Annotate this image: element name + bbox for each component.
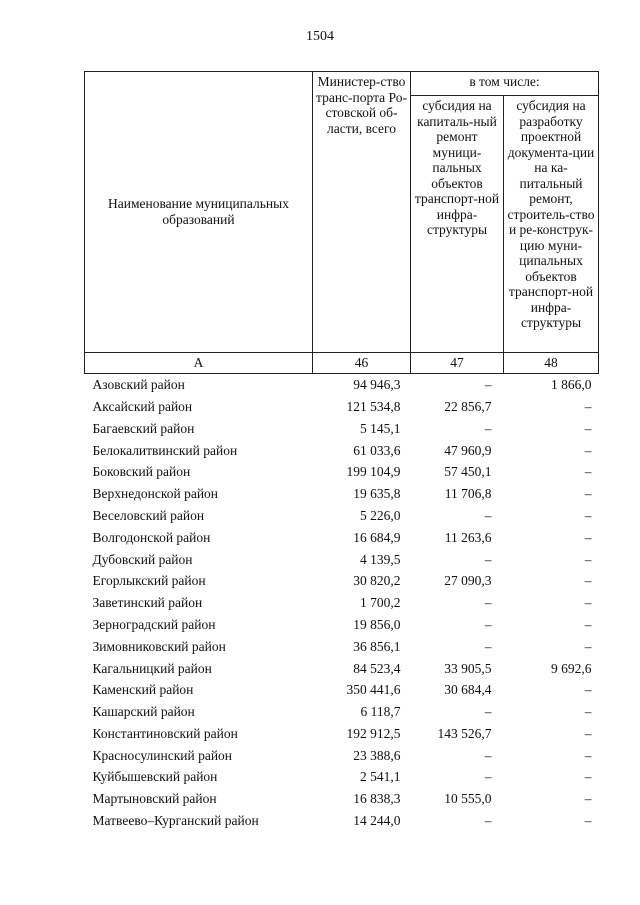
municipality-name-cell: Багаевский район [92, 420, 195, 436]
municipality-name-cell: Белокалитвинский район [92, 442, 238, 458]
subsidy-design-cell: 9 692,6 [551, 660, 592, 676]
subsidy-repair-cell: – [484, 551, 492, 567]
subsidy-design-cell: – [584, 486, 592, 502]
subsidy-design-cell: – [584, 551, 592, 567]
municipality-name-cell: Мартыновский район [92, 791, 217, 807]
table-row [85, 614, 599, 636]
table-row [85, 592, 599, 614]
ministry-total-cell: 30 820,2 [353, 573, 401, 589]
subsidy-repair-cell: 57 450,1 [444, 464, 492, 480]
header-subsidy-repair: субсидия на капиталь-ный ремонт муници-пальных объектов транспорт-ной инфра-структуры [411, 96, 504, 353]
subsidy-design-cell: – [584, 398, 592, 414]
ministry-total-cell: 1 700,2 [360, 595, 401, 611]
subsidy-design-cell: – [584, 529, 592, 545]
table-row [85, 483, 599, 505]
ministry-total-cell: 192 912,5 [346, 725, 401, 741]
ministry-total-cell: 36 856,1 [353, 638, 401, 654]
subsidy-repair-cell: – [484, 420, 492, 436]
subsidy-design-cell: – [584, 638, 592, 654]
subsidy-repair-cell: 143 526,7 [437, 725, 492, 741]
subsidy-repair-cell: 11 706,8 [444, 486, 492, 502]
table-row [85, 723, 599, 745]
subsidy-design-cell: – [584, 813, 592, 829]
subsidy-design-cell: – [584, 769, 592, 785]
table-row [85, 701, 599, 723]
subsidy-design-cell: – [584, 595, 592, 611]
budget-table [84, 71, 599, 832]
table-row [85, 745, 599, 767]
municipality-name-cell: Азовский район [92, 377, 185, 393]
table-row [85, 439, 599, 461]
table-row [85, 570, 599, 592]
subsidy-repair-cell: – [484, 813, 492, 829]
municipality-name-cell: Дубовский район [92, 551, 193, 567]
municipality-name-cell: Егорлыкский район [92, 573, 206, 589]
municipality-name-cell: Куйбышевский район [92, 769, 218, 785]
ministry-total-cell: 84 523,4 [353, 660, 401, 676]
table-row [85, 657, 599, 679]
table-row [85, 679, 599, 701]
subsidy-design-cell: – [584, 725, 592, 741]
header-col-46: 46 [313, 353, 411, 374]
ministry-total-cell: 121 534,8 [346, 398, 401, 414]
ministry-total-cell: 23 388,6 [353, 747, 401, 763]
table-row [85, 636, 599, 658]
header-ministry-total: Министер-ство транс-порта Ро-стовской об-ласти, всего [313, 72, 411, 353]
subsidy-design-cell: – [584, 791, 592, 807]
subsidy-repair-cell: 10 555,0 [444, 791, 492, 807]
ministry-total-cell: 5 226,0 [360, 507, 401, 523]
table-row [85, 527, 599, 549]
ministry-total-cell: 4 139,5 [360, 551, 401, 567]
ministry-total-cell: 14 244,0 [353, 813, 401, 829]
subsidy-repair-cell: 11 263,6 [444, 529, 492, 545]
ministry-total-cell: 94 946,3 [353, 377, 401, 393]
table-row [85, 461, 599, 483]
municipality-name-cell: Матвеево–Курганский район [92, 813, 259, 829]
municipality-name-cell: Кагальницкий район [92, 660, 212, 676]
municipality-name-cell: Зерноградский район [92, 616, 216, 632]
subsidy-design-cell: 1 866,0 [551, 377, 592, 393]
header-subsidy-design: субсидия на разработку проектной документа-ции на ка-питальный ремонт, строитель-ство и ре-конструк-цию муни-ципальных объектов транспорт-ной инфра-структуры [504, 96, 599, 353]
subsidy-repair-cell: – [484, 595, 492, 611]
ministry-total-cell: 2 541,1 [360, 769, 401, 785]
page-number: 1504 [306, 29, 334, 44]
subsidy-repair-cell: 27 090,3 [444, 573, 492, 589]
table-body [85, 374, 599, 832]
table-row [85, 766, 599, 788]
subsidy-repair-cell: – [484, 377, 492, 393]
municipality-name-cell: Веселовский район [92, 507, 205, 523]
ministry-total-cell: 61 033,6 [353, 442, 401, 458]
subsidy-repair-cell: 22 856,7 [444, 398, 492, 414]
municipality-name-cell: Кашарский район [92, 704, 195, 720]
ministry-total-cell: 19 856,0 [353, 616, 401, 632]
subsidy-design-cell: – [584, 682, 592, 698]
table-row [85, 505, 599, 527]
ministry-total-cell: 199 104,9 [346, 464, 401, 480]
ministry-total-cell: 350 441,6 [346, 682, 401, 698]
header-col-a: А [85, 353, 313, 374]
subsidy-design-cell: – [584, 442, 592, 458]
subsidy-design-cell: – [584, 747, 592, 763]
table-row [85, 548, 599, 570]
subsidy-repair-cell: 30 684,4 [444, 682, 492, 698]
table-row [85, 396, 599, 418]
table-row [85, 374, 599, 396]
ministry-total-cell: 16 838,3 [353, 791, 401, 807]
table-header [85, 72, 599, 374]
subsidy-repair-cell: 33 905,5 [444, 660, 492, 676]
header-including: в том числе: [411, 72, 599, 96]
municipality-name-cell: Константиновский район [92, 725, 238, 741]
subsidy-design-cell: – [584, 704, 592, 720]
municipality-name-cell: Аксайский район [92, 398, 193, 414]
subsidy-design-cell: – [584, 507, 592, 523]
subsidy-repair-cell: – [484, 616, 492, 632]
subsidy-repair-cell: – [484, 704, 492, 720]
ministry-total-cell: 16 684,9 [353, 529, 401, 545]
municipality-name-cell: Заветинский район [92, 595, 203, 611]
header-municipality-name: Наименование муниципальных образований [85, 72, 313, 353]
table-row [85, 788, 599, 810]
subsidy-design-cell: – [584, 573, 592, 589]
subsidy-repair-cell: – [484, 747, 492, 763]
municipality-name-cell: Боковский район [92, 464, 191, 480]
subsidy-repair-cell: 47 960,9 [444, 442, 492, 458]
municipality-name-cell: Каменский район [92, 682, 194, 698]
subsidy-repair-cell: – [484, 507, 492, 523]
table-row [85, 810, 599, 832]
ministry-total-cell: 5 145,1 [360, 420, 401, 436]
municipality-name-cell: Волгодонской район [92, 529, 211, 545]
subsidy-design-cell: – [584, 420, 592, 436]
subsidy-repair-cell: – [484, 638, 492, 654]
subsidy-design-cell: – [584, 464, 592, 480]
municipality-name-cell: Зимовниковский район [92, 638, 226, 654]
header-col-48: 48 [504, 353, 599, 374]
municipality-name-cell: Верхнедонской район [92, 486, 219, 502]
ministry-total-cell: 19 635,8 [353, 486, 401, 502]
ministry-total-cell: 6 118,7 [360, 704, 401, 720]
municipality-name-cell: Красносулинский район [92, 747, 233, 763]
subsidy-repair-cell: – [484, 769, 492, 785]
subsidy-design-cell: – [584, 616, 592, 632]
header-col-47: 47 [411, 353, 504, 374]
table-row [85, 418, 599, 440]
